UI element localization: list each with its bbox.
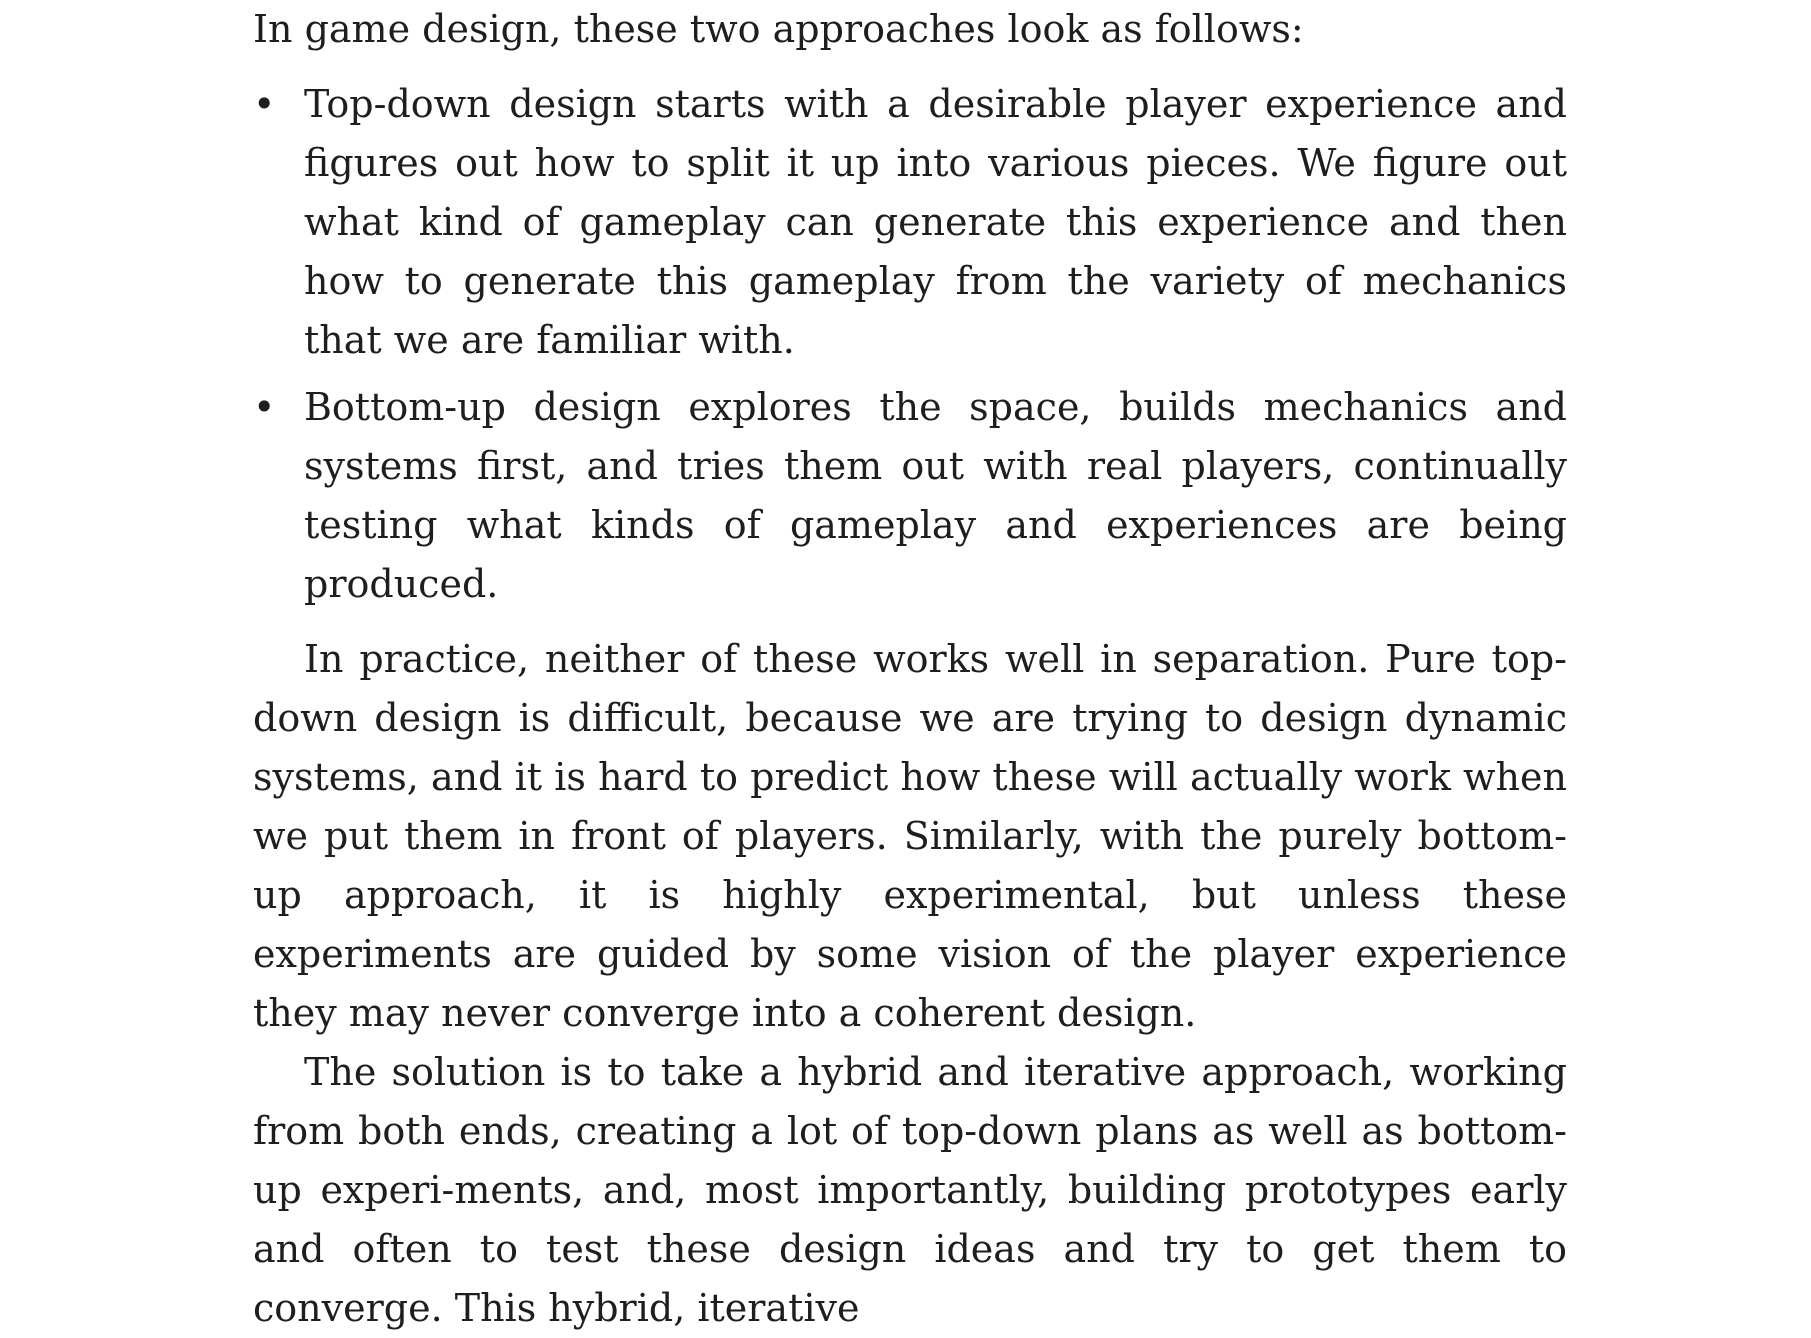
bullet-icon: • [253,385,276,429]
body-paragraph-practice: In practice, neither of these works well in separation. Pure top-down design is difficult, because we are trying to design dynamic systems, and it is hard to predict how these will actually work when we put them in front of players. Similarly, with the purely bottom-up approach, it is highly experimental, but unless these experiments are guided by some vision of the player experience they may never converge into a coherent design. [253,637,1567,1035]
approach-list [253,75,1567,614]
bullet-icon: • [253,82,276,126]
list-item-top-down [253,75,1567,370]
list-item-text: Bottom-up design explores the space, builds mechanics and systems first, and tries them out with real players, continually testing what kinds of gameplay and experiences are being produced. [304,385,1567,606]
document-page [253,0,1567,1338]
body-paragraph-solution: The solution is to take a hybrid and iterative approach, working from both ends, creating a lot of top-down plans as well as bottom-up experi-ments, and, most importantly, building prototypes early and often to test these design ideas and try to get them to converge. This hybrid, iterative [253,1050,1567,1330]
intro-paragraph: In game design, these two approaches look as follows: [253,7,1304,51]
list-item-bottom-up [253,378,1567,614]
list-item-text: Top-down design starts with a desirable player experience and figures out how to split it up into various pieces. We figure out what kind of gameplay can generate this experience and then how to generate this gameplay from the variety of mechanics that we are familiar with. [304,82,1567,362]
